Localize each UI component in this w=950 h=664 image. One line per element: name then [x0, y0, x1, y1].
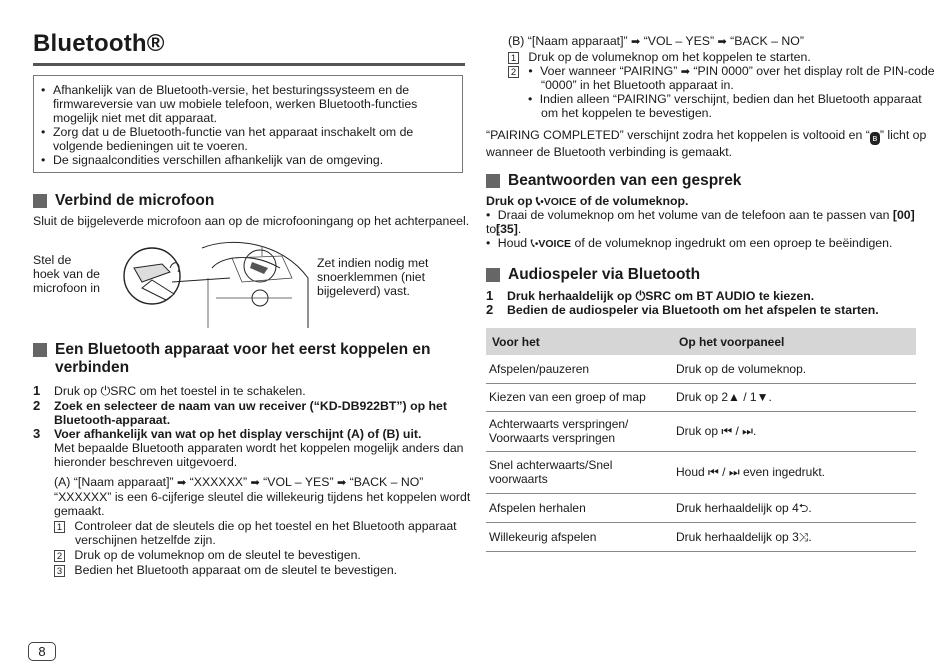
section-square-icon	[486, 174, 500, 188]
answer-bullet-2: • Houd 📞︎•VOICE of de volumeknop ingedrukt om een oproep te beëindigen.	[486, 236, 893, 250]
right-arrow-icon: ➡	[336, 477, 347, 489]
right-arrow-icon: ➡	[250, 477, 260, 489]
a-seq-item: “BACK – NO”	[349, 475, 424, 489]
table-cell: Druk op 2▲ / 1▼.	[673, 383, 916, 411]
notes-list	[41, 83, 461, 167]
boxed-number: 3	[54, 565, 65, 577]
pair-b-sub-2b	[528, 92, 922, 106]
bullet: •	[528, 64, 533, 78]
answer-text: Houd	[497, 236, 528, 250]
page-number: 8	[28, 642, 56, 661]
caption-line: Stel de	[33, 253, 72, 267]
b-seq-item: (B) “[Naam apparaat]”	[508, 34, 628, 48]
section-square-icon	[33, 343, 47, 357]
step-number: 2	[33, 398, 41, 413]
sub-text: verschijnen hetzelfde zijn.	[75, 533, 216, 547]
table-cell	[486, 451, 673, 493]
answer-bullet-1-cont: [35].	[496, 222, 522, 236]
table-cell: Druk herhaaldelijk op 3⤨.	[673, 522, 916, 551]
desc-line: gemaakt.	[54, 504, 105, 518]
heading-line: verbinden	[55, 359, 130, 376]
pairing-completed	[486, 128, 926, 159]
mic-heading-text: Verbind de microfoon	[55, 192, 215, 209]
section-square-icon	[33, 194, 47, 208]
answer-text: [00]	[892, 208, 915, 222]
a-seq-item: “VOL – YES”	[263, 475, 334, 489]
pair-b-line	[508, 34, 804, 49]
right-arrow-icon: ➡	[177, 477, 187, 489]
mic-desc: Sluit de bijgeleverde microfoon aan op de microfooningang op het achterpaneel.	[33, 214, 470, 228]
voice-label: VOICE	[543, 196, 577, 208]
sub-text: “0000” in het Bluetooth apparaat in.	[541, 78, 734, 92]
section-square-icon	[486, 268, 500, 282]
step-text: Voer afhankelijk van wat op het display verschijnt (A) of (B) uit.	[54, 427, 422, 441]
pair-step-2	[33, 399, 447, 427]
table-row	[486, 383, 916, 411]
controls-table	[486, 328, 916, 552]
caption-line: snoerklemmen (niet	[317, 270, 425, 284]
step-text: Bedien de audiospeler via Bluetooth om het afspelen te starten.	[507, 303, 879, 317]
step-number: 3	[33, 426, 41, 441]
sub-text: om het koppelen te bevestigen.	[541, 106, 712, 120]
cell-text: Kiezen van een groep of map	[489, 390, 646, 404]
answer-bullet-1	[486, 208, 916, 236]
step-note: Met bepaalde Bluetooth apparaten wordt het koppelen mogelijk anders dan	[54, 441, 464, 455]
pair-step-1	[33, 384, 306, 398]
right-arrow-icon: ➡	[631, 36, 641, 48]
cell-text: Voorwaarts verspringen	[489, 431, 616, 445]
pair-a-desc	[54, 490, 470, 518]
bluetooth-icon: ʙ	[870, 132, 880, 145]
sub-text: Druk op de volumeknop om het koppelen te starten.	[528, 50, 811, 64]
sub-text: Indien alleen “PAIRING” verschijnt, bedien dan het Bluetooth apparaat	[539, 92, 922, 106]
pair-a-line	[54, 475, 423, 490]
boxed-number: 1	[508, 52, 519, 64]
answer-text: of de volumeknop.	[579, 194, 689, 208]
sub-text: Bedien het Bluetooth apparaat om de sleutel te bevestigen.	[74, 563, 398, 577]
table-cell	[486, 493, 673, 522]
a-seq-item: “XXXXXX”	[189, 475, 248, 489]
page-title: Bluetooth®	[33, 30, 165, 57]
answer-text: tot	[486, 222, 500, 236]
table-cell: Houd ⏮ / ⏭ even ingedrukt.	[673, 451, 916, 493]
table-cell	[486, 411, 673, 451]
audio-heading-text: Audiospeler via Bluetooth	[508, 266, 701, 283]
table-cell	[486, 522, 673, 551]
answer-heading	[486, 172, 741, 190]
right-arrow-icon: ➡	[680, 66, 690, 78]
caption-line: microfoon in	[33, 281, 100, 295]
completed-text: wanneer de Bluetooth verbinding is gemaakt.	[486, 145, 733, 159]
table-header: Voor het	[486, 328, 673, 355]
pair-a-sub-1	[54, 519, 457, 547]
voice-label: VOICE	[538, 238, 572, 250]
step-number: 2	[486, 302, 494, 317]
answer-text: Druk op	[486, 194, 533, 208]
step-note: hieronder beschreven uitgevoerd.	[54, 455, 238, 469]
boxed-number: 1	[54, 521, 65, 533]
mic-right-caption	[317, 256, 428, 298]
a-seq-item: (A) “[Naam apparaat]”	[54, 475, 174, 489]
mic-heading	[33, 192, 214, 210]
table-cell: Druk op de volumeknop.	[673, 355, 916, 383]
step-text: Druk herhaaldelijk op ⏻SRC om BT AUDIO te kiezen.	[507, 289, 815, 303]
caption-line: bijgeleverd) vast.	[317, 284, 410, 298]
bullet: •	[486, 208, 491, 222]
bullet: •	[486, 236, 491, 250]
desc-line: “XXXXXX” is een 6-cijferige sleutel die willekeurig tijdens het koppelen wordt	[54, 490, 471, 504]
pair-b-sub-1	[508, 50, 811, 64]
heading-line: Een Bluetooth apparaat voor het eerst koppelen en	[55, 341, 431, 358]
audio-step-2	[486, 303, 879, 317]
table-cell	[486, 355, 673, 383]
boxed-number: 2	[54, 550, 65, 562]
answer-heading-text: Beantwoorden van een gesprek	[508, 172, 742, 189]
pair-a-sub-2	[54, 548, 361, 562]
table-header: Op het voorpaneel	[673, 328, 916, 355]
answer-line: Druk op 📞︎•VOICE of de volumeknop.	[486, 194, 689, 208]
table-row	[486, 355, 916, 383]
note-item: • Zorg dat u de Bluetooth-functie van het apparaat inschakelt om de volgende bedieningen uit te voeren.	[41, 125, 461, 153]
answer-text: [35]	[496, 222, 518, 236]
pair-step-3	[33, 427, 464, 469]
caption-line: Zet indien nodig met	[317, 256, 429, 270]
bullet: •	[528, 92, 533, 106]
step-number: 1	[486, 288, 494, 303]
table-row	[486, 522, 916, 551]
note-item: • Afhankelijk van de Bluetooth-versie, het besturingssysteem en de firmwareversie van uw mobiele telefoon, werken Bluetooth-functies mogelijk niet met dit apparaat.	[41, 83, 461, 125]
mic-left-caption	[33, 253, 100, 295]
cell-text: Afspelen/pauzeren	[489, 361, 590, 376]
caption-line: hoek van de	[33, 267, 101, 281]
title-rule	[33, 63, 465, 66]
completed-text: ” licht op	[879, 128, 927, 142]
b-seq-item: “BACK – NO”	[730, 34, 804, 48]
boxed-number: 2	[508, 66, 519, 78]
b-seq-item: “VOL – YES”	[643, 34, 715, 48]
completed-text: “PAIRING COMPLETED” verschijnt zodra het koppelen is voltooid en “	[486, 128, 870, 142]
phone-icon: 📞︎	[530, 236, 535, 250]
table-row	[486, 411, 916, 451]
phone-icon: 📞︎	[535, 194, 541, 208]
cell-text: Willekeurig afspelen	[489, 529, 597, 544]
table-cell: Druk herhaaldelijk op 4⮌.	[673, 493, 916, 522]
cell-text: Snel achterwaarts/Snel	[489, 458, 613, 472]
cell-text: Afspelen herhalen	[489, 500, 586, 515]
cell-text: voorwaarts	[489, 472, 548, 486]
sub-text: Druk op de volumeknop om de sleutel te bevestigen.	[74, 548, 361, 562]
sub-text: Controleer dat de sleutels die op het toestel en het Bluetooth apparaat	[74, 519, 457, 533]
table-cell: Druk op ⏮ / ⏭.	[673, 411, 916, 451]
answer-text: Draai de volumeknop om het volume van de telefoon aan te passen van	[497, 208, 890, 222]
step-number: 1	[33, 383, 41, 398]
pair-heading	[33, 341, 463, 377]
note-item: • De signaalcondities verschillen afhankelijk van de omgeving.	[41, 153, 461, 167]
table-cell	[486, 383, 673, 411]
audio-heading	[486, 266, 700, 284]
sub-text: “PIN 0000” over het display rolt de PIN-code	[693, 64, 935, 78]
step-text: Zoek en selecteer de naam van uw receiver (“KD-DB922BT”) op het	[54, 399, 447, 413]
audio-step-1	[486, 289, 814, 303]
microphone-illustration	[112, 238, 312, 330]
sub-text: Voer wanneer “PAIRING”	[540, 64, 678, 78]
cell-text: Achterwaarts verspringen/	[489, 417, 629, 431]
step-text: Druk op ⏻SRC om het toestel in te schakelen.	[54, 384, 306, 398]
right-arrow-icon: ➡	[717, 36, 727, 48]
table-header-row	[486, 328, 916, 355]
table-row	[486, 451, 916, 493]
answer-text: of de volumeknop ingedrukt om een oproep te beëindigen.	[574, 236, 893, 250]
pair-a-sub-3	[54, 563, 397, 577]
step-text: Bluetooth-apparaat.	[54, 413, 171, 427]
pair-b-sub-2	[508, 64, 935, 79]
pair-heading-text	[55, 341, 431, 377]
table-row	[486, 493, 916, 522]
